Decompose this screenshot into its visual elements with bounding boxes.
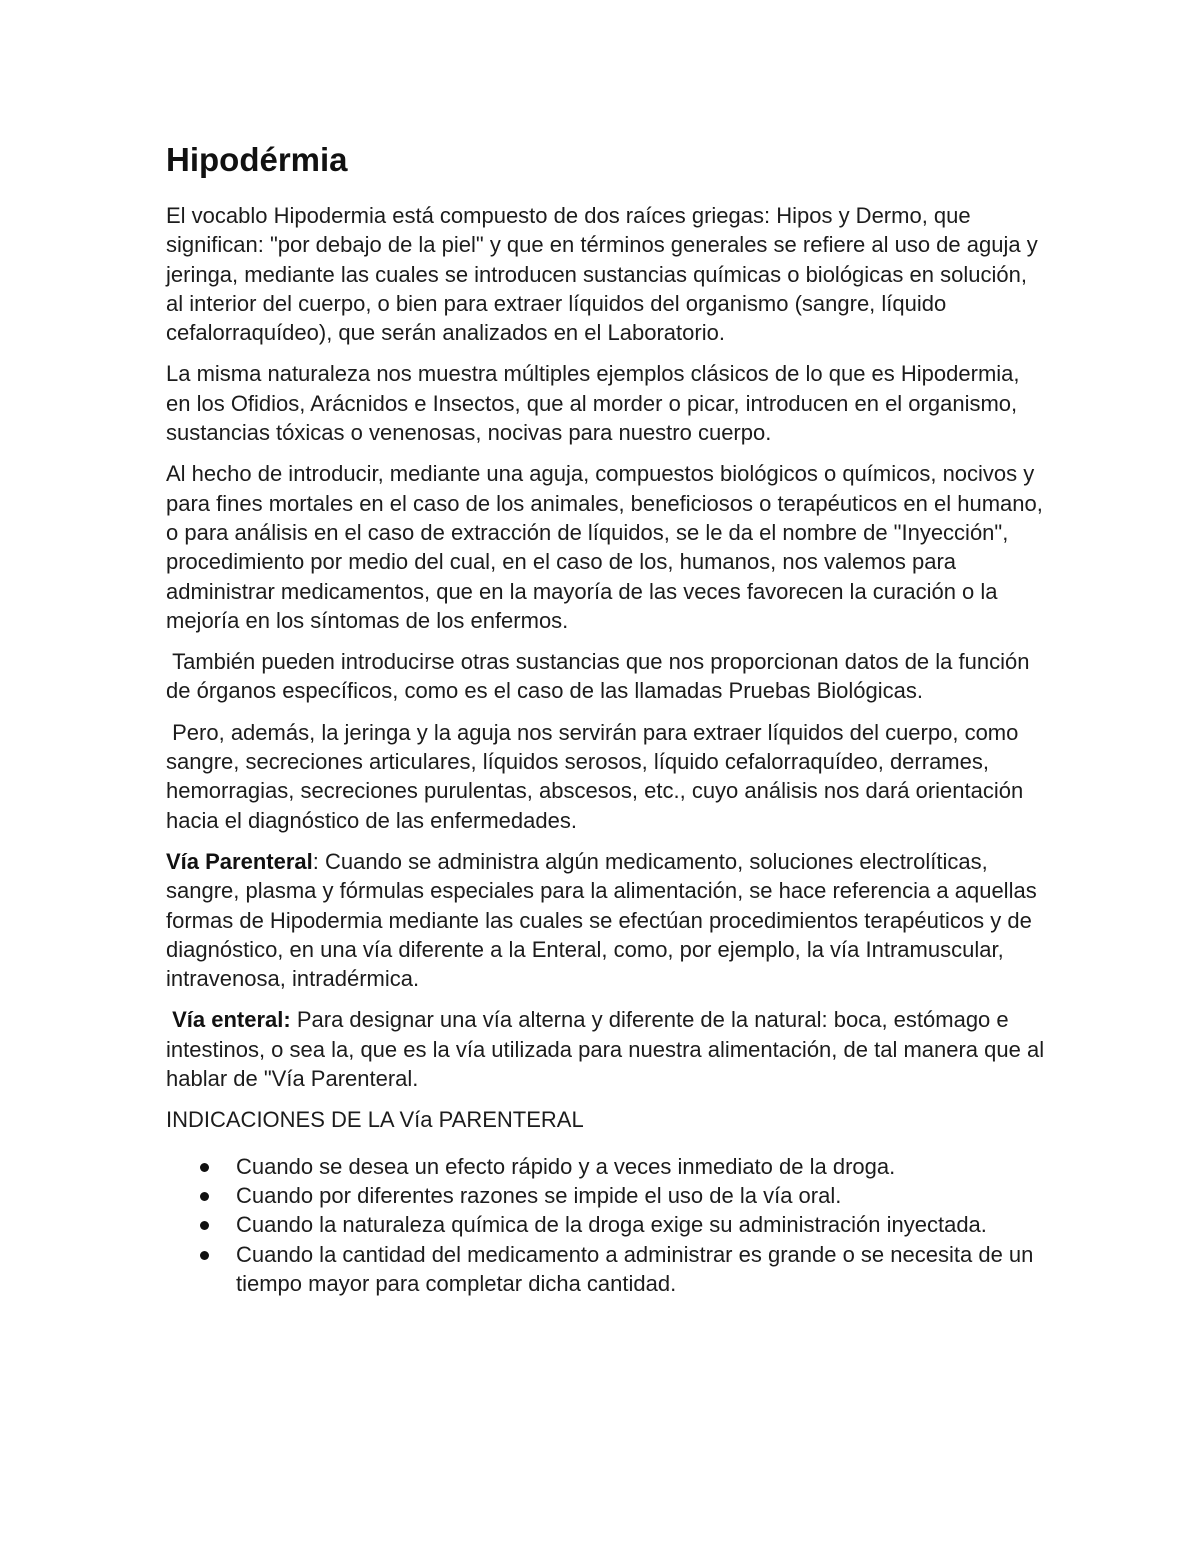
paragraph-via-parenteral — [166, 847, 1046, 993]
via-parenteral-definition: : Cuando se administra algún medicamento, soluciones electrolíticas, sangre, plasma y fórmulas especiales para la alimentación, se hace referencia a aquellas formas de Hipodermia mediante las cuales se efectúan procedimientos terapéuticos y de diagnóstico, en una vía diferente a la Enteral, como, por ejemplo, la vía Intramuscular, intravenosa, intradérmica. — [166, 848, 1037, 992]
list-item-text: Cuando la cantidad del medicamento a administrar es grande o se necesita de un tiempo mayor para completar dicha cantidad. — [236, 1241, 1034, 1296]
bullet-icon — [200, 1221, 209, 1230]
paragraph-extraction: Pero, además, la jeringa y la aguja nos servirán para extraer líquidos del cuerpo, como sangre, secreciones articulares, líquidos serosos, líquido cefalorraquídeo, derrames, hemorragias, secreciones purulentas, abscesos, etc., cuyo análisis nos dará orientación hacia el diagnóstico de las enfermedades. — [166, 719, 1030, 833]
indications-heading: INDICACIONES DE LA Vía PARENTERAL — [166, 1107, 584, 1133]
list-item — [236, 1181, 1046, 1210]
list-item — [236, 1240, 1046, 1299]
list-item-text: Cuando la naturaleza química de la droga exige su administración inyectada. — [236, 1212, 987, 1238]
list-item-text: Cuando se desea un efecto rápido y a veces inmediato de la droga. — [236, 1153, 896, 1179]
term-via-enteral: Vía enteral: — [172, 1007, 291, 1033]
bullet-icon — [200, 1163, 209, 1172]
term-via-parenteral: Vía Parenteral — [166, 848, 313, 874]
bullet-icon — [200, 1192, 209, 1201]
via-enteral-definition: Para designar una vía alterna y diferente de la natural: boca, estómago e intestinos, o sea la, que es la vía utilizada para nuestra alimentación, de tal manera que al hablar de "Vía Parenteral. — [166, 1007, 1051, 1092]
paragraph-injection: Al hecho de introducir, mediante una aguja, compuestos biológicos o químicos, nocivos y para fines mortales en el caso de los animales, beneficiosos o terapéuticos en el humano, o para análisis en el caso de extracción de líquidos, se le da el nombre de "Inyección", procedimiento por medio del cual, en el caso de los, humanos, nos valemos para administrar medicamentos, que en la mayoría de las veces favorecen la curación o la mejoría en los síntomas de los enfermos. — [166, 461, 1043, 633]
list-item-text: Cuando por diferentes razones se impide el uso de la vía oral. — [236, 1182, 842, 1208]
paragraph-nature-examples: La misma naturaleza nos muestra múltiples ejemplos clásicos de lo que es Hipodermia, en los Ofidios, Arácnidos e Insectos, que al morder o picar, introducen en el organismo, sustancias tóxicas o venenosas, nocivas para nuestro cuerpo. — [166, 361, 1020, 446]
paragraph-biological-tests: También pueden introducirse otras sustancias que nos proporcionan datos de la función de órganos específicos, como es el caso de las llamadas Pruebas Biológicas. — [166, 649, 1036, 704]
list-item — [236, 1210, 1046, 1239]
bullet-icon — [200, 1251, 209, 1260]
indications-list — [166, 1152, 1046, 1298]
paragraph-intro: El vocablo Hipodermia está compuesto de dos raíces griegas: Hipos y Dermo, que significan: "por debajo de la piel" y que en términos generales se refiere al uso de aguja y jeringa, mediante las cuales se introducen sustancias químicas o biológicas en solución, al interior del cuerpo, o bien para extraer líquidos del organismo (sangre, líquido cefalorraquídeo), que serán analizados en el Laboratorio. — [166, 203, 1038, 346]
document-page — [166, 138, 1051, 1298]
paragraph-via-enteral — [166, 1005, 1051, 1093]
list-item — [236, 1152, 1046, 1181]
document-title: Hipodérmia — [166, 141, 348, 178]
